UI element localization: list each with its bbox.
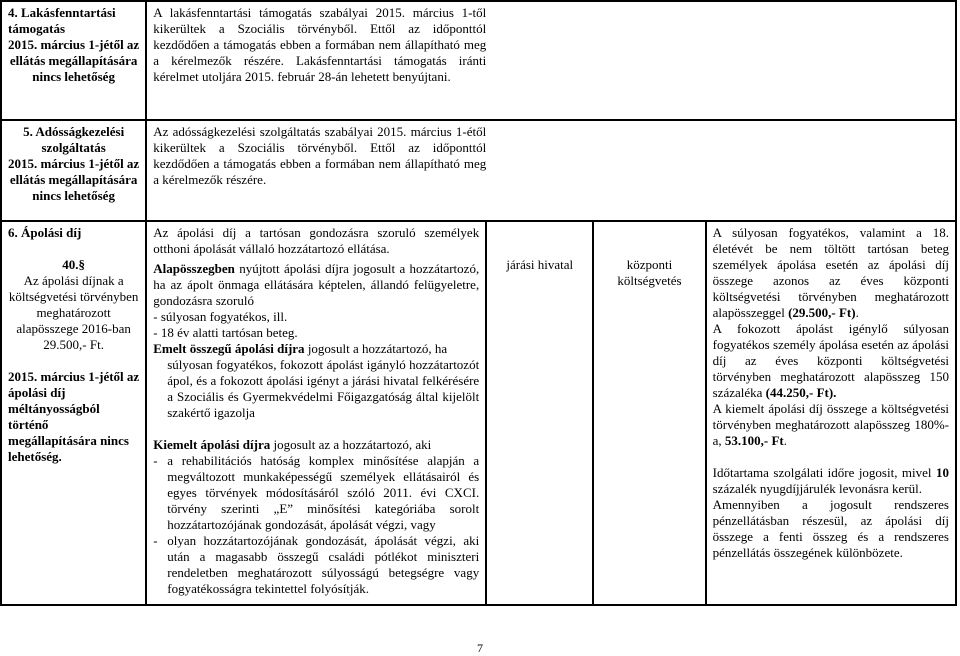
increased-eligibility-text: jogosult a hozzátartozó, ha <box>304 341 448 356</box>
base-eligibility <box>153 261 479 309</box>
funding-text: központi költségvetés <box>617 257 682 288</box>
duration-text-start: Időtartama szolgálati időre jogosit, mivel <box>712 465 936 480</box>
duration-text <box>713 465 949 497</box>
list-item: - 18 év alatti tartósan beteg. <box>153 325 298 340</box>
list-item: - olyan hozzátartozójának gondozását, ápolását végzi, aki után a magasabb összegű családi pótlékot miniszteri rendeletben meghatározott súlyosságú betegségre vagy fogyatékosságra tekintettel folyósítják. <box>153 533 480 596</box>
table-row <box>1 120 956 221</box>
benefit-note: 2015. március 1-jétől az ellátás megállapítására nincs lehetőség <box>8 37 140 84</box>
difference-text: Amennyiben a jogosult rendszeres pénzellátásban részesül, az ápolási díj összege a fenti összeg és a rendszeres pénzellátás összegének különbözete. <box>712 497 949 560</box>
row-body-cell <box>146 120 956 221</box>
list-item: - súlyosan fogyatékos, ill. <box>153 309 288 324</box>
duration-percent: 10 <box>936 465 949 480</box>
amount-high-value: 53.100,- Ft <box>724 433 784 448</box>
list-item: - a rehabilitációs hatóság komplex minősítése alapján a megváltozott munkaképességű személyek ellátásairól és egyes törvények módosításáról szóló 2011. évi CXCI. törvény szerinti „E” minősítési kategóriába sorolt hozzátartozójának gondozását, ápolását végzi, vagy <box>153 453 480 532</box>
high-eligibility <box>153 437 479 453</box>
increased-eligibility-detail: súlyosan fogyatékos, fokozott ápolást igányló hozzátartozót ápol, és a fokozott ápolási igényt a járási hivatal felkérésére a Szociális és Gyermekvédelmi Főigazgatóság által kijelölt szakértő igazolja <box>167 357 480 420</box>
amount-increased-text: A fokozott ápolást igénylő súlyosan fogyatékos személy ápolása esetén az ápolási díj az éves központi költségvetési törvényben meghatározott alapösszeg 150 százaléka <box>712 321 949 400</box>
base-amount-text: Az ápolási díjnak a költségvetési törvényben meghatározott alapösszege 2016-ban 29.500,- Ft. <box>8 273 139 352</box>
row-header-cell <box>1 1 146 120</box>
intro-text: Az ápolási díj a tartósan gondozásra szoruló személyek otthoni ápolását vállaló hozzátartozó ellátása. <box>153 225 480 256</box>
page-number: 7 <box>477 641 483 655</box>
row-header-cell <box>1 120 146 221</box>
benefit-title: 5. Adósságkezelési szolgáltatás <box>23 124 125 155</box>
amount-base-text: A súlyosan fogyatékos, valamint a 18. életévét be nem töltött tartósan beteg személyek ápolása esetén az ápolási díj összege azonos az éves központi költségvetési törvényben meghatározott alapösszeggel <box>712 225 949 320</box>
benefit-description: A lakásfenntartási támogatás szabályai 2015. március 1-től kikerültek a Szociális törvényből. Ettől az időponttól kezdődően a támogatás ebben a formában nem állapítható meg a kérelmezők részére. Lakásfenntartási támogatás iránti kérelmet utoljára 2015. február 28-án lehetett benyújtani. <box>153 5 487 84</box>
high-eligibility-item: a rehabilitációs hatóság komplex minősítése alapján a megváltozott munkaképességű személyek ellátásairól és egyes törvények módosításáról szóló 2011. évi CXCI. törvény szerinti „E” minősítési kategóriába sorolt hozzátartozójának gondozását, ápolását végzi, vagy <box>167 453 480 532</box>
table-row <box>1 1 956 120</box>
amount-increased <box>713 321 949 401</box>
amount-base-value: (29.500,- Ft) <box>788 305 856 320</box>
benefit-title: 6. Ápolási díj <box>8 225 82 240</box>
amount-high: A kiemelt ápolási díj összege a költségvetési törvényben meghatározott alapösszeg 180%-a, 53.100,- Ft. <box>712 401 949 448</box>
row-body-cell <box>146 1 956 120</box>
conditions-cell <box>146 221 486 605</box>
benefit-title: 4. Lakásfenntartási támogatás <box>8 5 116 36</box>
paragraph-number: 40.§ <box>62 257 85 272</box>
amount-high-text: A kiemelt ápolási díj összege a költségvetési törvényben meghatározott alapösszeg 180%-a, <box>712 401 949 448</box>
table-row <box>1 221 956 605</box>
amount-cell <box>706 221 956 605</box>
amount-base: A súlyosan fogyatékos, valamint a 18. életévét be nem töltött tartósan beteg személyek ápolása esetén az ápolási díj összege azonos az éves központi költségvetési törvényben meghatározott alapösszeggel (29.500,- Ft). <box>712 225 949 320</box>
base-eligibility-label: Alapösszegben <box>153 261 235 276</box>
row-header-cell <box>1 221 146 605</box>
high-eligibility-item: olyan hozzátartozójának gondozását, ápolását végzi, aki után a magasabb összegű családi pótlékot miniszteri rendeletben meghatározott súlyosságú betegségre vagy fogyatékosságra tekintettel folyósítják. <box>167 533 480 596</box>
benefit-description: Az adósságkezelési szolgáltatás szabályai 2015. március 1-étől kikerültek a Szociális törvényből. Ettől az időponttól kezdődően a támogatás ebben a formában nem állapítható meg a kérelmezők részére. <box>153 124 487 187</box>
high-eligibility-text: jogosult az a hozzátartozó, aki <box>270 437 432 452</box>
high-eligibility-label: Kiemelt ápolási díjra <box>153 437 271 452</box>
benefit-note: 2015. március 1-jétől az ápolási díj méltányosságból történő megállapítására nincs lehetőség. <box>8 369 140 464</box>
increased-eligibility-label: Emelt összegű ápolási díjra <box>153 341 305 356</box>
funding-cell <box>593 221 705 605</box>
authority-text: járási hivatal <box>506 257 574 272</box>
benefit-note: 2015. március 1-jétől az ellátás megállapítására nincs lehetőség <box>8 156 140 203</box>
duration-text-end: százalék nyugdíjjárulék levonásra kerül. <box>712 481 922 496</box>
increased-eligibility <box>153 341 479 357</box>
amount-increased-value: (44.250,- Ft). <box>765 385 837 400</box>
base-eligibility-text: nyújtott ápolási díjra jogosult a hozzátartozó, ha az ápolt önmaga ellátására képtelen, állandó felügyeletre, gondozásra szoruló <box>153 261 480 308</box>
authority-cell <box>486 221 593 605</box>
